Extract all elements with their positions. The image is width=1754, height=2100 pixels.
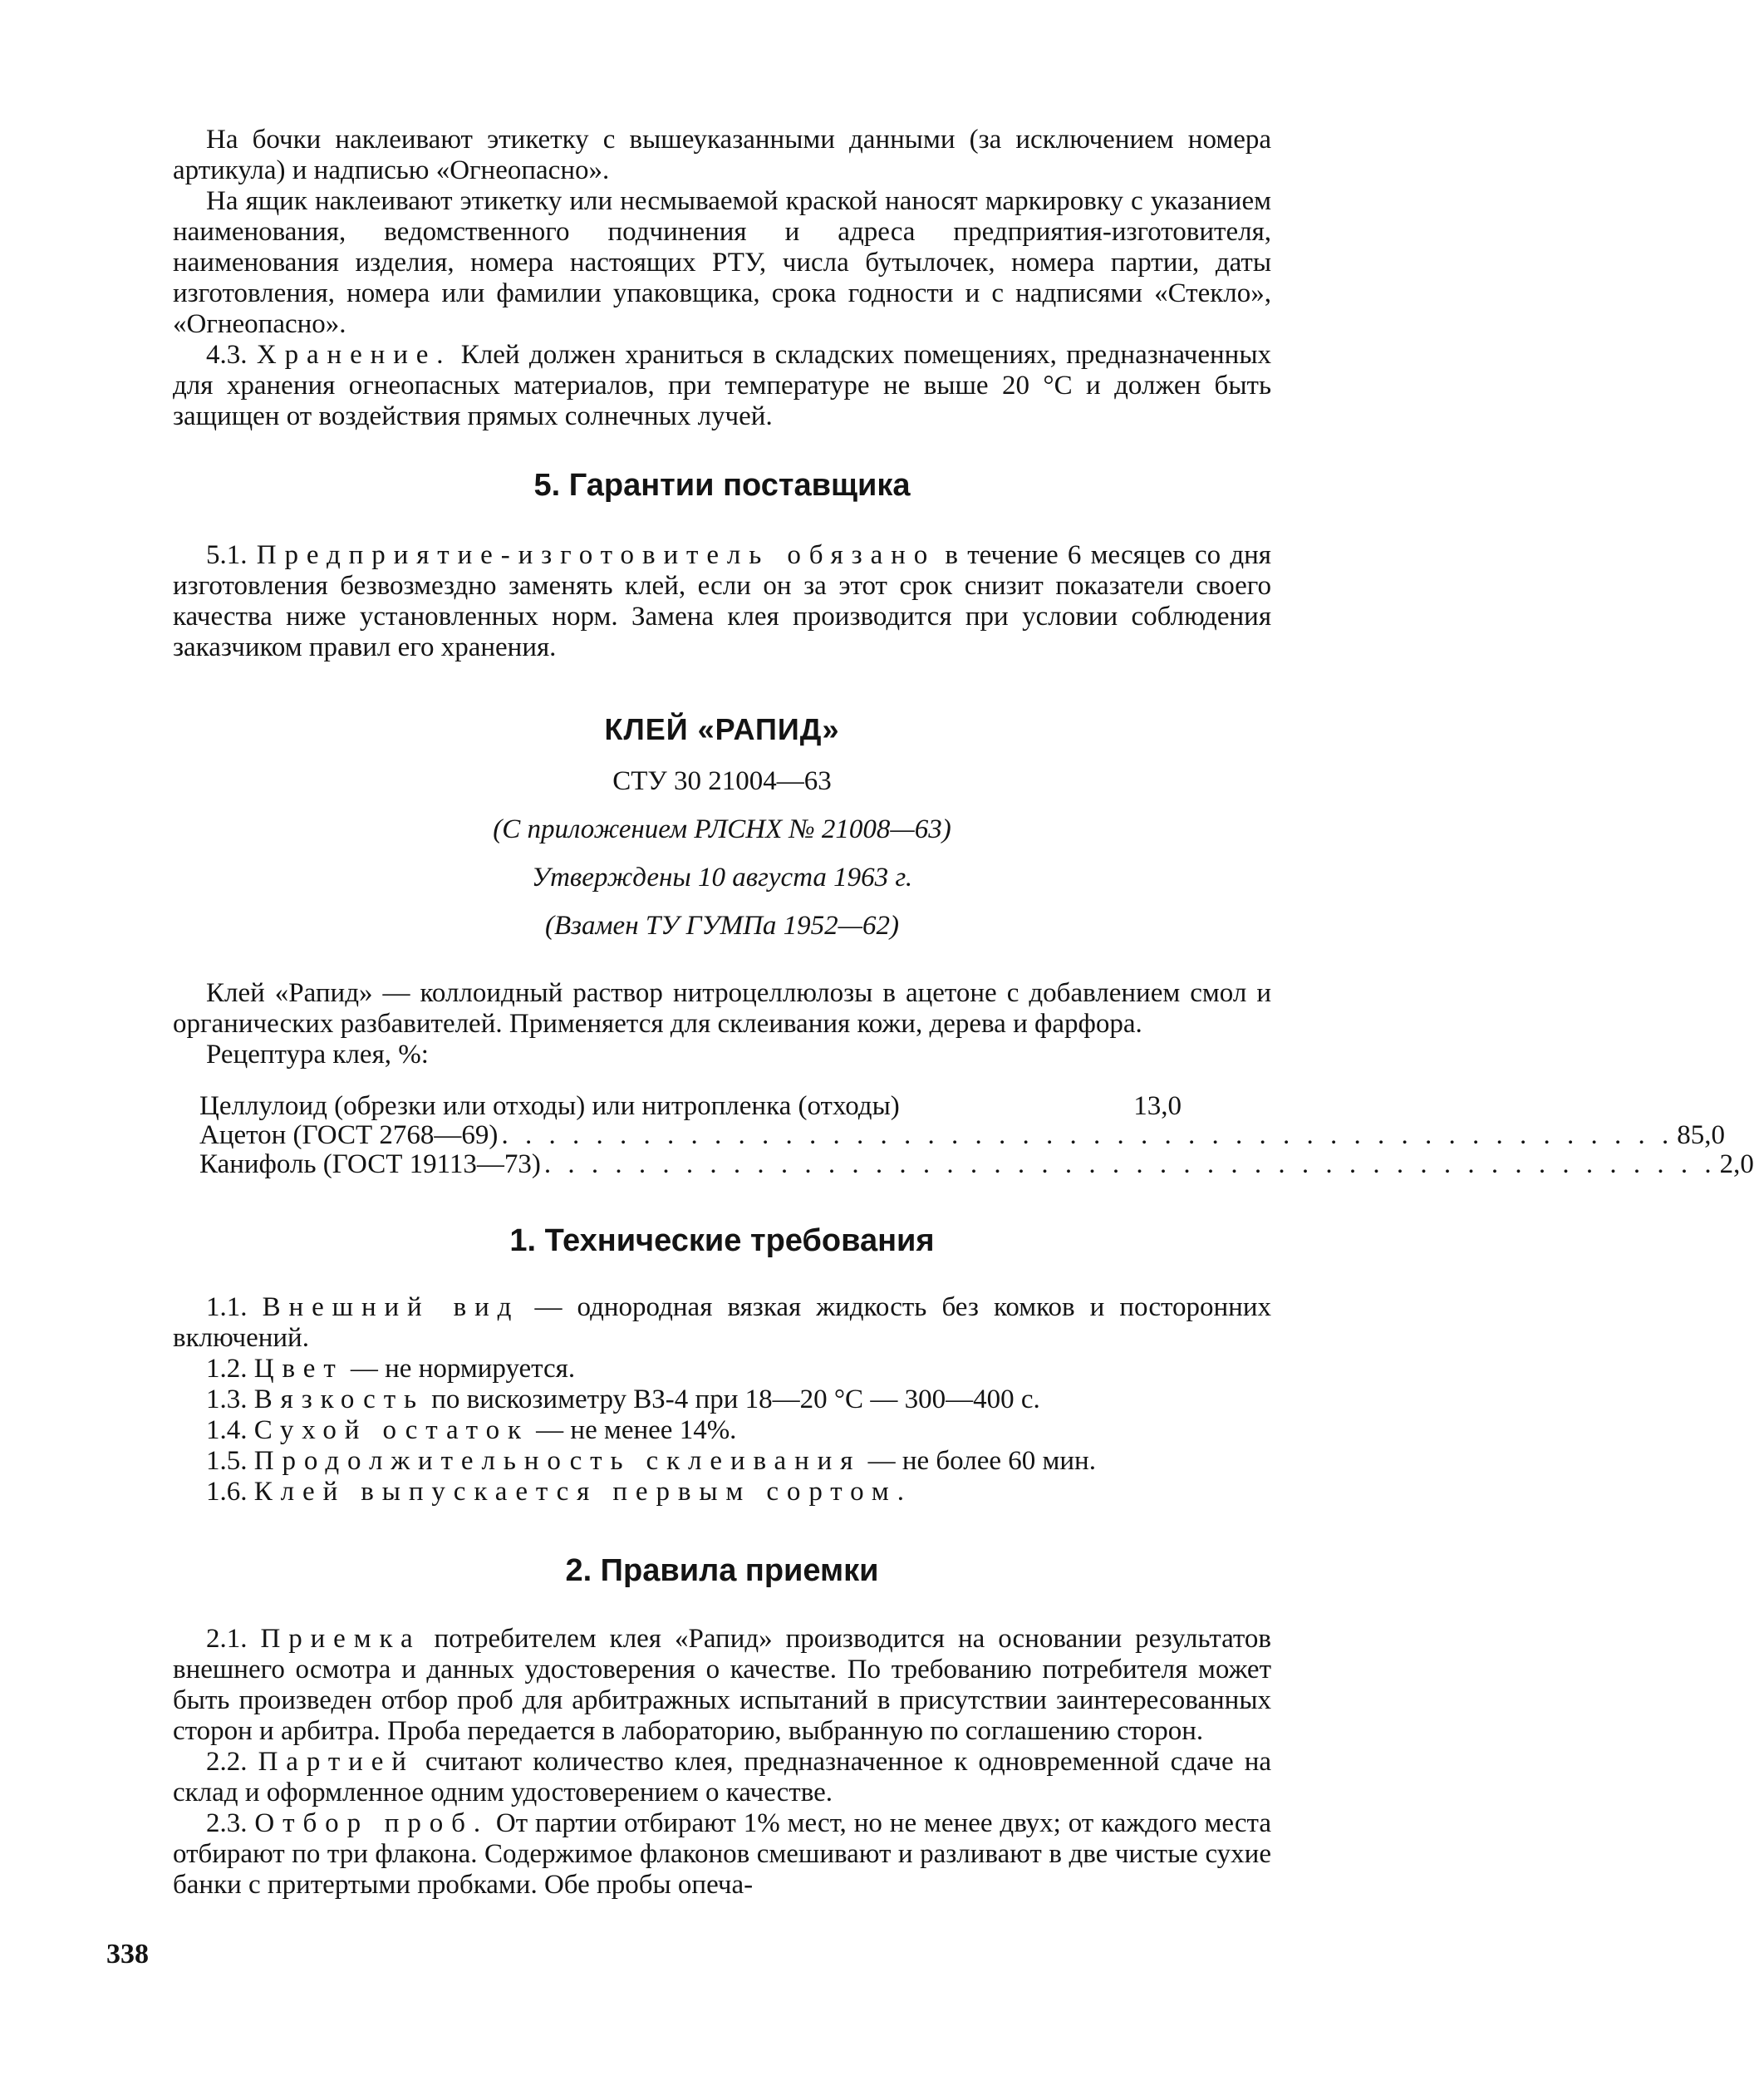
paragraph-barrels: На бочки наклеивают этикетку с вышеуказанными данными (за исключением номера артикула) и надписью «Огнеопасно».	[173, 125, 1271, 185]
clause-term: Партией	[258, 1747, 415, 1777]
paragraph-guarantee	[173, 540, 1271, 663]
clause-number: 2.1.	[206, 1624, 248, 1654]
product-title: КЛЕЙ «РАПИД»	[604, 712, 840, 746]
clause-term: Приемка	[260, 1624, 421, 1654]
clause-term: Цвет	[253, 1354, 344, 1384]
recipe-value: 13,0	[1133, 1091, 1182, 1121]
clause-number: 1.6.	[206, 1477, 248, 1507]
tech-clause	[173, 1354, 1271, 1384]
recipe-ingredient: Канифоль (ГОСТ 19113—73)	[199, 1149, 541, 1179]
tech-clause	[173, 1477, 1271, 1507]
recipe-row	[199, 1149, 1754, 1179]
clause-text: — однородная вязкая жидкость без комков и посторонних включений.	[173, 1292, 1271, 1353]
clause-text: в течение 6 месяцев со дня изготовления безвозмездно заменять клей, если он за этот срок снизит показатели своего качества ниже установленных норм. Замена клея производится при условии соблюдения заказчиком правил его хранения.	[173, 540, 1271, 662]
recipe-table	[199, 1091, 1754, 1179]
clause-number: 1.1.	[206, 1292, 248, 1322]
section-heading-acceptance: 2. Правила приемки	[565, 1553, 879, 1588]
page-number: 338	[106, 1939, 149, 1970]
clause-term: Предприятие-изготовитель обязано	[256, 540, 936, 570]
clause-number: 5.1.	[206, 540, 248, 570]
acceptance-clause	[173, 1624, 1271, 1747]
paragraph-box-marking: На ящик наклеивают этикетку или несмываемой краской наносят маркировку с указанием наименования, ведомственного подчинения и адреса предприятия-изготовителя, наименования изделия, номера настоящих РТУ, числа бутылочек, номера партии, даты изготовления, номера или фамилии упаковщика, срока годности и с надписями «Стекло», «Огнеопасно».	[173, 186, 1271, 339]
clause-number: 1.4.	[206, 1415, 248, 1445]
clause-term: Отбор проб.	[254, 1808, 489, 1838]
appendix-note: (С приложением РЛСНХ № 21008—63)	[493, 814, 951, 844]
standard-number: СТУ 30 21004—63	[612, 766, 832, 796]
clause-text: по вискозиметру ВЗ-4 при 18—20 °С — 300—400 с.	[424, 1384, 1040, 1414]
approval-date: Утверждены 10 августа 1963 г.	[531, 863, 913, 893]
leader-dots: . . . . . . . . . . . . . . . . . . . . . . . . . . . . . . . . . . . . . . . . . . . . . . . . . .	[501, 1120, 1674, 1150]
recipe-value: 85,0	[1677, 1120, 1725, 1150]
clause-text: считают количество клея, предназначенное к одновременной сдаче на склад и оформленное одним удостоверением о качестве.	[173, 1747, 1271, 1807]
paragraph-storage	[173, 340, 1271, 432]
acceptance-clause	[173, 1808, 1271, 1901]
recipe-value: 2,0	[1719, 1149, 1754, 1179]
clause-text: Клей должен храниться в складских помещениях, предназначенных для хранения огнеопасных материалов, при температуре не выше 20 °С и должен быть защищен от воздействия прямых солнечных лучей.	[173, 340, 1271, 431]
leader-dots: . . . . . . . . . . . . . . . . . . . . . . . . . . . . . . . . . . . . . . . . . . . . . . . . . .	[543, 1149, 1717, 1179]
tech-clause	[173, 1292, 1271, 1354]
clause-term: Клей выпускается первым сортом.	[253, 1477, 912, 1507]
clause-term: Вязкость	[253, 1384, 425, 1414]
clause-term: Внешний вид	[262, 1292, 520, 1322]
section-heading-technical: 1. Технические требования	[509, 1223, 935, 1258]
tech-clause	[173, 1446, 1271, 1477]
clause-term: Продолжительность склеивания	[253, 1446, 862, 1476]
clause-number: 1.2.	[206, 1354, 248, 1384]
clause-text: — не более 60 мин.	[861, 1446, 1096, 1476]
recipe-label: Рецептура клея, %:	[206, 1040, 429, 1070]
clause-term: Хранение.	[256, 340, 452, 370]
clause-number: 2.3.	[206, 1808, 248, 1838]
paragraph-intro: Клей «Рапид» — коллоидный раствор нитроцеллюлозы в ацетоне с добавлением смол и органических разбавителей. Применяется для склеивания кожи, дерева и фарфора.	[173, 978, 1271, 1039]
recipe-row	[199, 1092, 1182, 1121]
replaces-note: (Взамен ТУ ГУМПа 1952—62)	[544, 911, 900, 941]
clause-number: 1.3.	[206, 1384, 248, 1414]
clause-text: потребителем клея «Рапид» производится на основании результатов внешнего осмотра и данных удостоверения о качестве. По требованию потребителя может быть произведен отбор проб для арбитражных испытаний в присутствии заинтересованных сторон и арбитра. Проба передается в лабораторию, выбранную по соглашению сторон.	[173, 1624, 1271, 1746]
clause-number: 4.3.	[206, 340, 248, 370]
acceptance-clause	[173, 1747, 1271, 1808]
clause-text: — не менее 14%.	[528, 1415, 737, 1445]
clause-number: 2.2.	[206, 1747, 248, 1777]
document-page	[173, 125, 1754, 1901]
tech-clause	[173, 1415, 1271, 1446]
clause-number: 1.5.	[206, 1446, 248, 1476]
section-heading-guarantees: 5. Гарантии поставщика	[533, 468, 911, 503]
tech-clause	[173, 1384, 1271, 1415]
recipe-ingredient: Целлулоид (обрезки или отходы) или нитропленка (отходы)	[199, 1091, 900, 1121]
clause-text: — не нормируется.	[343, 1354, 576, 1384]
clause-text: От партии отбирают 1% мест, но не менее двух; от каждого места отбирают по три флакона. Содержимое флаконов смешивают и разливают в две чистые сухие банки с притертыми пробками. Обе пробы опеча-	[173, 1808, 1271, 1900]
recipe-ingredient: Ацетон (ГОСТ 2768—69)	[199, 1120, 499, 1150]
clause-term: Сухой остаток	[253, 1415, 529, 1445]
recipe-row	[199, 1120, 1725, 1150]
